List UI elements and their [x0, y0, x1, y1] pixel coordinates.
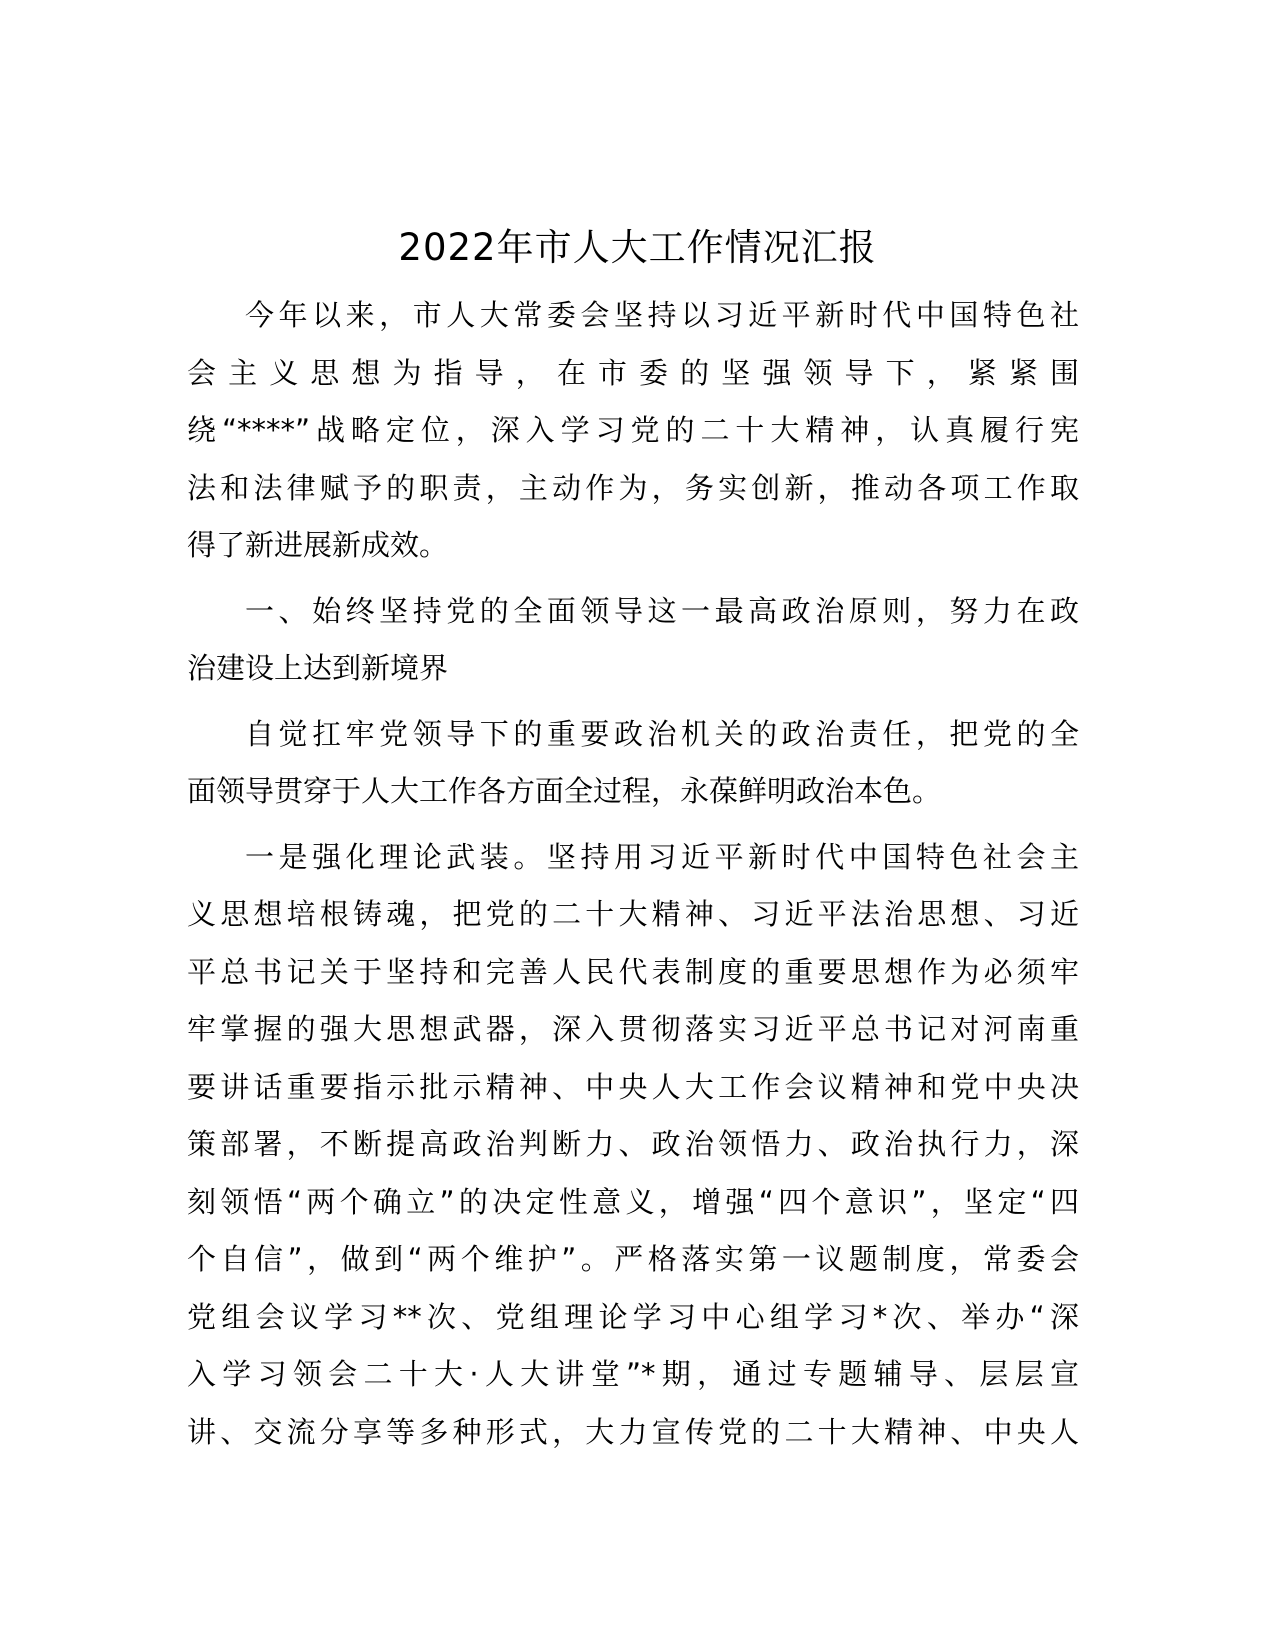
text-line: 牢掌握的强大思想武器，深入贯彻落实习近平总书记对河南重	[187, 1012, 1079, 1046]
text-line: 要讲话重要指示批示精神、中央人大工作会议精神和党中央决	[187, 1069, 1079, 1104]
paragraph-intro	[187, 287, 1079, 575]
text-line: 个自信”，做到“两个维护”。严格落实第一议题制度，常委会	[187, 1242, 1079, 1276]
document-title: 2022年市人大工作情况汇报	[398, 226, 877, 269]
text-line: 今年以来，市人大常委会坚持以习近平新时代中国特色社	[245, 298, 1079, 332]
section-heading	[187, 583, 1079, 698]
paragraph-responsibility	[187, 706, 1079, 821]
text-line: 一是强化理论武装。坚持用习近平新时代中国特色社会主	[245, 839, 1079, 874]
text-line: 得了新进展新成效。	[187, 528, 449, 562]
text-line: 治建设上达到新境界	[187, 651, 449, 685]
text-line: 策部署，不断提高政治判断力、政治领悟力、政治执行力，深	[187, 1127, 1079, 1161]
text-line: 党组会议学习**次、党组理论学习中心组学习*次、举办“深	[187, 1299, 1079, 1334]
text-line: 刻领悟“两个确立”的决定性意义，增强“四个意识”，坚定“四	[187, 1184, 1079, 1219]
text-line: 一、始终坚持党的全面领导这一最高政治原则，努力在政	[245, 593, 1079, 628]
text-line: 义思想培根铸魂，把党的二十大精神、习近平法治思想、习近	[187, 897, 1079, 931]
text-line: 绕“****”战略定位，深入学习党的二十大精神，认真履行宪	[187, 413, 1079, 447]
text-line: 入学习领会二十大·人大讲堂”*期，通过专题辅导、层层宣	[187, 1357, 1079, 1391]
text-line: 面领导贯穿于人大工作各方面全过程，永葆鲜明政治本色。	[187, 774, 942, 808]
text-line: 会主义思想为指导，在市委的坚强领导下，紧紧围	[187, 355, 1079, 390]
text-line: 讲、交流分享等多种形式，大力宣传党的二十大精神、中央人	[187, 1414, 1079, 1449]
document-body	[187, 287, 1079, 1469]
text-line: 法和法律赋予的职责，主动作为，务实创新，推动各项工作取	[187, 470, 1079, 505]
paragraph-theory	[187, 829, 1079, 1462]
text-line: 平总书记关于坚持和完善人民代表制度的重要思想作为必须牢	[187, 954, 1079, 989]
text-line: 自觉扛牢党领导下的重要政治机关的政治责任，把党的全	[245, 716, 1079, 751]
